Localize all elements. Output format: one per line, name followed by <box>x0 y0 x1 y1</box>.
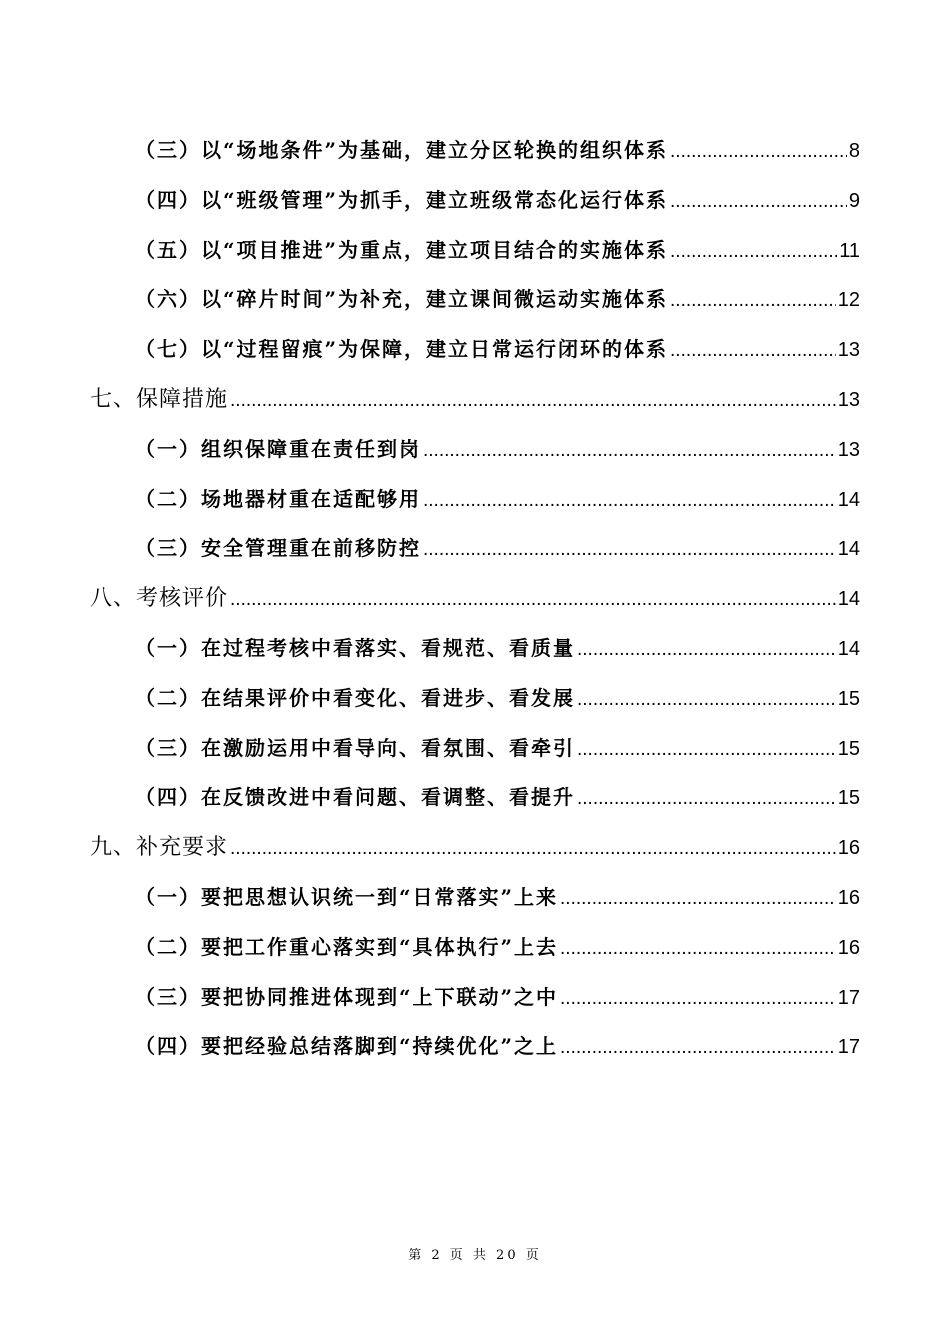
toc-entry-page-number: 15 <box>837 687 860 710</box>
toc-entry[interactable] <box>90 475 860 525</box>
toc-entry[interactable] <box>90 724 860 774</box>
toc-entry[interactable] <box>90 275 860 325</box>
toc-entry-page-number: 14 <box>837 538 860 561</box>
toc-entry[interactable] <box>90 126 860 176</box>
toc-entry[interactable] <box>90 773 860 823</box>
toc-entry-title: （三）在激励运用中看导向、看氛围、看牵引 <box>135 735 575 760</box>
toc-entry-page-number: 17 <box>837 1036 860 1059</box>
toc-dot-leader <box>423 426 836 476</box>
toc-entry-page-number: 16 <box>837 936 860 959</box>
toc-entry-title: （二）要把工作重心落实到“具体执行”上去 <box>135 934 559 959</box>
toc-entry-title: 八、考核评价 <box>90 586 229 612</box>
toc-entry-page-number: 9 <box>848 189 860 212</box>
toc-entry[interactable] <box>90 524 860 574</box>
toc-entry-page-number: 14 <box>837 588 860 611</box>
toc-entry-page-number: 13 <box>837 388 860 411</box>
toc-entry-title: （四）要把经验总结落脚到“持续优化”之上 <box>135 1034 559 1059</box>
toc-entry-title: （四）以“班级管理”为抓手，建立班级常态化运行体系 <box>135 187 669 212</box>
toc-entry[interactable] <box>90 425 860 475</box>
toc-entry-title: 九、补充要求 <box>90 835 229 861</box>
toc-entry-title: （三）以“场地条件”为基础，建立分区轮换的组织体系 <box>135 138 669 162</box>
page-footer: 第 2 页 共 20 页 <box>408 1248 542 1263</box>
toc-entry-title: （三）安全管理重在前移防控 <box>135 536 421 561</box>
toc-entry-page-number: 15 <box>837 787 860 810</box>
toc-dot-leader <box>230 824 836 874</box>
toc-dot-leader <box>670 326 836 376</box>
toc-dot-leader <box>423 525 836 575</box>
toc-entry[interactable] <box>90 823 860 873</box>
toc-entry-title: （一）在过程考核中看落实、看规范、看质量 <box>135 635 575 660</box>
toc-entry-page-number: 11 <box>839 239 860 262</box>
toc-dot-leader <box>577 625 836 675</box>
toc-entry-page-number: 14 <box>837 488 860 511</box>
toc-entry-title: （三）要把协同推进体现到“上下联动”之中 <box>135 984 559 1009</box>
toc-entry-page-number: 15 <box>837 737 860 760</box>
toc-dot-leader <box>560 1023 836 1073</box>
toc-entry[interactable] <box>90 226 860 276</box>
toc-dot-leader <box>670 177 847 227</box>
toc-entry-title: （一）要把思想认识统一到“日常落实”上来 <box>135 884 559 909</box>
toc-dot-leader <box>560 974 836 1024</box>
toc-entry[interactable] <box>90 574 860 624</box>
toc-entry-page-number: 17 <box>837 986 860 1009</box>
toc-entry-title: （二）在结果评价中看变化、看进步、看发展 <box>135 685 575 710</box>
toc-entry[interactable] <box>90 176 860 226</box>
toc-entry-page-number: 13 <box>837 438 860 461</box>
toc-entry[interactable] <box>90 624 860 674</box>
toc-entry[interactable] <box>90 325 860 375</box>
toc-entry[interactable] <box>90 923 860 973</box>
toc-dot-leader <box>577 675 836 725</box>
toc-entry-title: 七、保障措施 <box>90 386 229 412</box>
toc-entry-page-number: 14 <box>837 637 860 660</box>
toc-dot-leader <box>230 575 836 625</box>
toc-dot-leader <box>577 774 836 824</box>
toc-entry-title: （四）在反馈改进中看问题、看调整、看提升 <box>135 785 575 810</box>
toc-dot-leader <box>560 874 836 924</box>
toc-entry-title: （二）场地器材重在适配够用 <box>135 486 421 511</box>
toc-entry[interactable] <box>90 873 860 923</box>
toc-entry-page-number: 16 <box>837 837 860 860</box>
toc-entry-page-number: 13 <box>837 339 860 362</box>
toc-entry[interactable] <box>90 1022 860 1072</box>
toc-entry[interactable] <box>90 973 860 1023</box>
toc-entry-title: （五）以“项目推进”为重点，建立项目结合的实施体系 <box>135 237 669 262</box>
toc-entry[interactable] <box>90 674 860 724</box>
toc-entry-page-number: 16 <box>837 886 860 909</box>
toc-dot-leader <box>423 476 836 526</box>
toc-entry-title: （一）组织保障重在责任到岗 <box>135 436 421 461</box>
toc-dot-leader <box>230 376 836 426</box>
toc-entry[interactable] <box>90 375 860 425</box>
toc-entry-page-number: 8 <box>848 140 860 162</box>
toc-dot-leader <box>577 725 836 775</box>
toc-dot-leader <box>670 276 836 326</box>
toc-dot-leader <box>670 127 847 177</box>
toc-dot-leader <box>560 924 836 974</box>
toc-entry-page-number: 12 <box>837 289 860 312</box>
table-of-contents <box>90 126 860 1072</box>
toc-entry-title: （七）以“过程留痕”为保障，建立日常运行闭环的体系 <box>135 337 669 362</box>
toc-entry-title: （六）以“碎片时间”为补充，建立课间微运动实施体系 <box>135 287 669 312</box>
toc-dot-leader <box>670 227 837 277</box>
